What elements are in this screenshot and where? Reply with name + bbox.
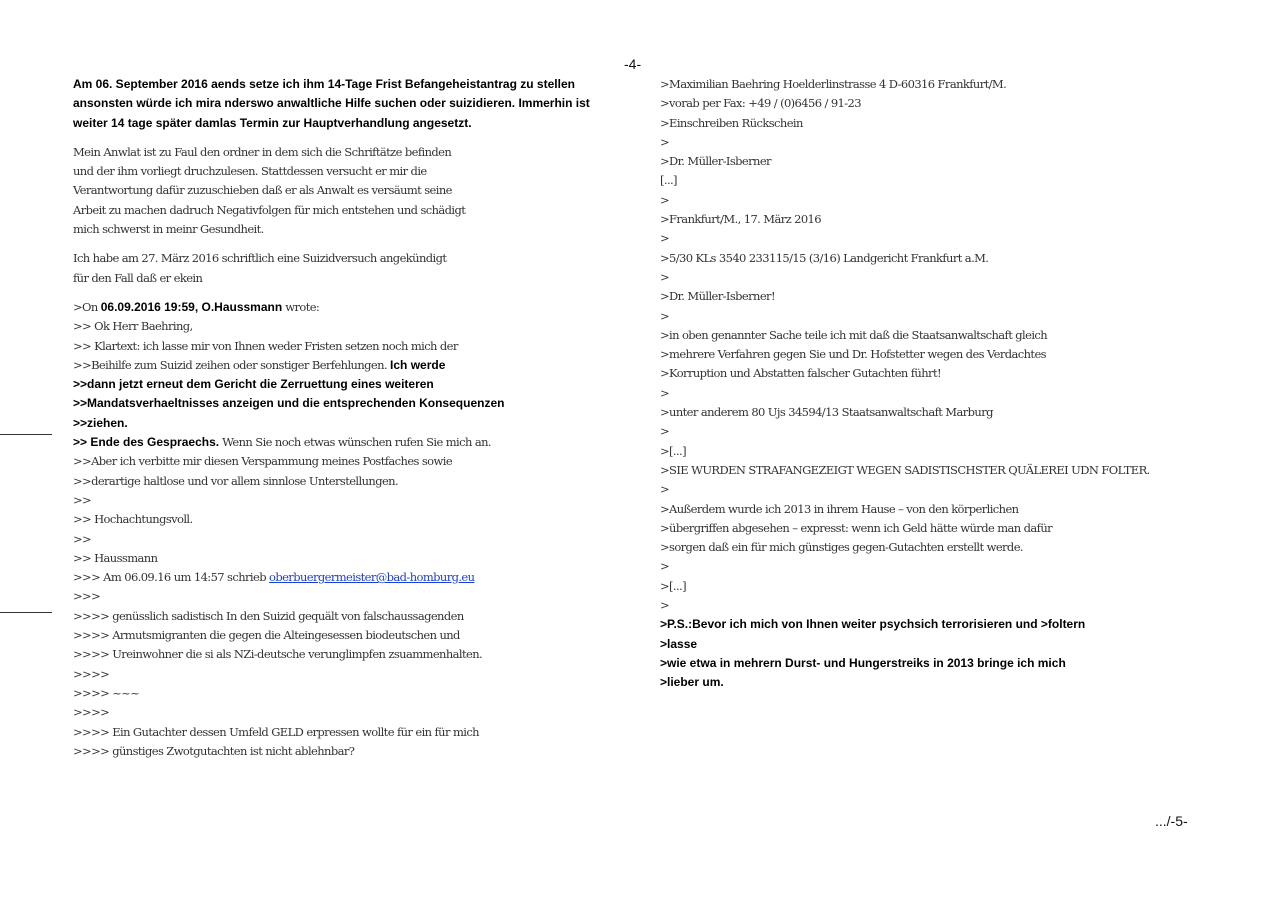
mail-line: >>Aber ich verbitte mir diesen Verspammung meines Postfaches sowie	[73, 454, 453, 469]
letter-line: >	[660, 559, 670, 574]
letter-line: >Frankfurt/M., 17. März 2016	[660, 212, 821, 227]
page-footer: .../-5-	[1155, 813, 1188, 829]
para1-line: und der ihm vorliegt druchzulesen. Stattdessen versucht er mir die	[73, 164, 427, 179]
mail-line: >>>	[73, 589, 101, 604]
mail-line-part: Wenn Sie noch etwas wünschen rufen Sie mich an.	[219, 435, 491, 450]
mail-line: >> Ok Herr Baehring,	[73, 319, 193, 334]
mail-on-prefix: >On	[73, 299, 101, 314]
letter-line: >sorgen daß ein für mich günstiges gegen-Gutachten erstellt werde.	[660, 540, 1023, 555]
mail-line: >>>> Ureinwohner die si als NZi-deutsche verunglimpfen zsuammenhalten.	[73, 647, 483, 662]
letter-line: >Korruption und Abstatten falscher Gutachten führt!	[660, 366, 941, 381]
mail-on-date: 06.09.2016 19:59, O.Haussmann	[100, 299, 283, 314]
letter-line: >	[660, 134, 670, 149]
mail-line: >>ziehen.	[73, 415, 128, 430]
mail-line-part: >>> Am 06.09.16 um 14:57 schrieb	[73, 570, 270, 585]
mail-line: >>>> Armutsmigranten die gegen die Alteingesessen biodeutschen und	[73, 628, 460, 643]
para2-line: für den Fall daß er ekein	[73, 270, 203, 285]
para1-line: Mein Anwlat ist zu Faul den ordner in dem sich die Schriftätze befinden	[73, 144, 452, 159]
letter-line: >in oben genannter Sache teile ich mit daß die Staatsanwaltschaft gleich	[660, 327, 1048, 342]
mail-line: >>>> günstiges Zwotgutachten ist nicht ablehnbar?	[73, 743, 355, 758]
mail-line	[73, 568, 613, 587]
letter-line: >	[660, 308, 670, 323]
mail-line: >>derartige haltlose und vor allem sinnlose Unterstellungen.	[73, 473, 399, 488]
mail-line	[73, 356, 613, 375]
para1-line: Verantwortung dafür zuzuschieben daß er als Anwalt es versäumt seine	[73, 183, 452, 198]
margin-rule-2	[0, 612, 52, 613]
letter-line: >[...]	[660, 578, 686, 593]
mail-line: >>>> Ein Gutachter dessen Umfeld GELD erpressen wollte für ein für mich	[73, 724, 479, 739]
letter-line: >Einschreiben Rückschein	[660, 115, 803, 130]
mail-line: >>	[73, 492, 92, 507]
letter-line: >5/30 KLs 3540 233115/15 (3/16) Landgericht Frankfurt a.M.	[660, 250, 989, 265]
right-column	[660, 75, 1220, 693]
mail-on-suffix: wrote:	[282, 299, 320, 314]
postscript-line: >lieber um.	[660, 675, 724, 690]
page-number: -4-	[624, 56, 642, 72]
letter-line: >Dr. Müller-Isberner	[660, 154, 771, 169]
intro-line: ansonsten würde ich mira nderswo anwaltliche Hilfe suchen oder suizidieren. Immerhin ist	[73, 96, 590, 111]
letter-line: >[...]	[660, 443, 686, 458]
letter-line: >Dr. Müller-Isberner!	[660, 289, 775, 304]
letter-line: >vorab per Fax: +49 / (0)6456 / 91-23	[660, 96, 861, 111]
letter-line: >Maximilian Baehring Hoelderlinstrasse 4 D-60316 Frankfurt/M.	[660, 77, 1007, 91]
mail-line-part: >> Ende des Gespraechs.	[73, 435, 220, 450]
letter-line: >	[660, 231, 670, 246]
mail-line	[73, 433, 613, 452]
letter-line: >mehrere Verfahren gegen Sie und Dr. Hofstetter wegen des Verdachtes	[660, 347, 1046, 362]
mail-line: >> Hochachtungsvoll.	[73, 512, 193, 527]
mail-line: >> Haussmann	[73, 550, 158, 565]
mail-line: >>	[73, 531, 92, 546]
left-column	[73, 75, 613, 761]
letter-line: >unter anderem 80 Ujs 34594/13 Staatsanwaltschaft Marburg	[660, 405, 993, 420]
letter-line: >	[660, 482, 670, 497]
mail-line: >>>> genüsslich sadistisch In den Suizid gequält von falschaussagenden	[73, 608, 464, 623]
intro-line: Am 06. September 2016 aends setze ich ihm 14-Tage Frist Befangeheistantrag zu stellen	[73, 77, 575, 91]
letter-line: >	[660, 424, 670, 439]
postscript-line: >P.S.:Bevor ich mich von Ihnen weiter psychsich terrorisieren und >foltern	[660, 617, 1086, 632]
mail-line: >>dann jetzt erneut dem Gericht die Zerruettung eines weiteren	[73, 377, 434, 392]
postscript	[660, 615, 1220, 692]
postscript-line: >wie etwa in mehrern Durst- und Hungerstreiks in 2013 bringe ich mich	[660, 655, 1066, 670]
mail-line: >>>> ~~~	[73, 685, 140, 700]
letter-line: >	[660, 192, 670, 207]
mail-line: >>>>	[73, 666, 110, 681]
postscript-line: >lasse	[660, 636, 698, 651]
letter-line: >übergriffen abgesehen – expresst: wenn ich Geld hätte würde man dafür	[660, 520, 1053, 535]
para1-line: mich schwerst in meinr Gesundheit.	[73, 222, 264, 237]
mail-line: >> Klartext: ich lasse mir von Ihnen weder Fristen setzen noch mich der	[73, 338, 458, 353]
letter-line: >	[660, 269, 670, 284]
letter-quote	[660, 75, 1220, 615]
mail-line-part: Ich werde	[390, 357, 446, 372]
intro-line: weiter 14 tage später damlas Termin zur Hauptverhandlung angesetzt.	[73, 115, 472, 130]
mail-line-part: >>Beihilfe zum Suizid zeihen oder sonstiger Berfehlungen.	[73, 357, 391, 372]
margin-rule-1	[0, 434, 52, 435]
letter-line: >	[660, 598, 670, 613]
mail-line: >>Mandatsverhaeltnisses anzeigen und die entsprechenden Konsequenzen	[73, 396, 505, 411]
para2-line: Ich habe am 27. März 2016 schriftlich eine Suizidversuch angekündigt	[73, 251, 447, 266]
mail-line: >>>>	[73, 705, 110, 720]
email-link[interactable]: oberbuergermeister@bad-homburg.eu	[269, 570, 475, 585]
para1-line: Arbeit zu machen dadruch Negativfolgen für mich entstehen und schädigt	[73, 202, 466, 217]
mail-header-line	[73, 298, 613, 317]
letter-line: >Außerdem wurde ich 2013 in ihrem Hause – von den körperlichen	[660, 501, 1019, 516]
letter-line: [...]	[660, 173, 677, 188]
letter-line: >SIE WURDEN STRAFANGEZEIGT WEGEN SADISTISCHSTER QUÄLEREI UDN FOLTER.	[660, 462, 1150, 477]
letter-line: >	[660, 385, 670, 400]
